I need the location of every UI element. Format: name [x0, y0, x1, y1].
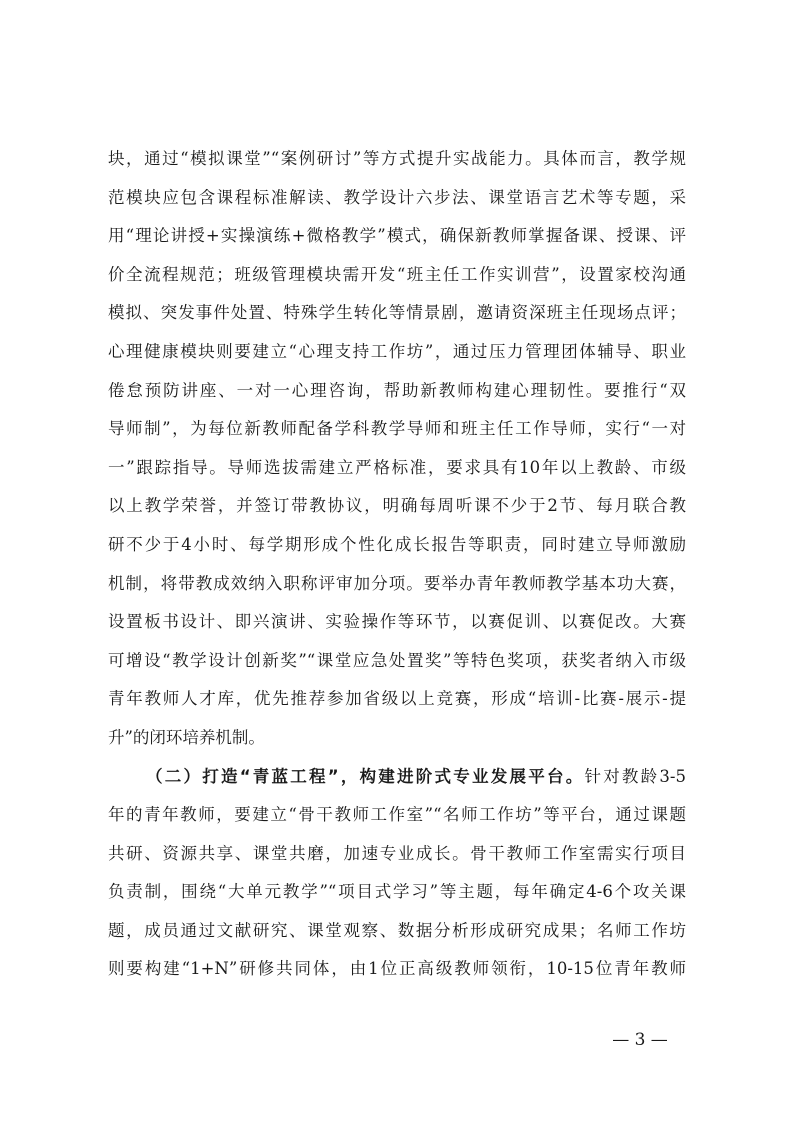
heading-continuation: 针对教龄3-5 — [584, 766, 686, 786]
page-number: — 3 — — [612, 1030, 668, 1050]
text-line: 一”跟踪指导。导师选拔需建立严格标准，要求具有10年以上教龄、市级 — [108, 457, 686, 477]
body-text — [108, 140, 686, 989]
text-line: 用“理论讲授+实操演练+微格教学”模式，确保新教师掌握备课、授课、评 — [108, 226, 686, 246]
section-heading: （二）打造“青蓝工程”，构建进阶式专业发展平台。 — [146, 766, 585, 786]
text-line: 年的青年教师，要建立“骨干教师工作室”“名师工作坊”等平台，通过课题 — [108, 805, 686, 825]
text-line: 题，成员通过文献研究、课堂观察、数据分析形成研究成果；名师工作坊 — [108, 920, 686, 940]
text-line: 块，通过“模拟课堂”“案例研讨”等方式提升实战能力。具体而言，教学规 — [108, 149, 686, 168]
text-line: 可增设“教学设计创新奖”“课堂应急处置奖”等特色奖项，获奖者纳入市级 — [108, 650, 686, 670]
paragraph-2 — [108, 758, 686, 990]
text-line: 导师制”，为每位新教师配备学科教学导师和班主任工作导师，实行“一对 — [108, 419, 686, 439]
text-line: 机制，将带教成效纳入职称评审加分项。要举办青年教师教学基本功大赛， — [108, 573, 686, 593]
text-line: 倦怠预防讲座、一对一心理咨询，帮助新教师构建心理韧性。要推行“双 — [108, 380, 686, 400]
paragraph-first-line — [108, 758, 686, 797]
text-line: 共研、资源共享、课堂共磨，加速专业成长。骨干教师工作室需实行项目 — [108, 843, 686, 863]
text-line: 心理健康模块则要建立“心理支持工作坊”，通过压力管理团体辅导、职业 — [108, 341, 686, 361]
text-line: 范模块应包含课程标准解读、教学设计六步法、课堂语言艺术等专题，采 — [108, 187, 686, 207]
paragraph-1 — [108, 140, 686, 758]
text-line: 升”的闭环培养机制。 — [108, 727, 265, 747]
text-line: 负责制，围绕“大单元教学”“项目式学习”等主题，每年确定4-6个攻关课 — [108, 882, 686, 902]
text-line: 青年教师人才库，优先推荐参加省级以上竞赛，形成“培训-比赛-展示-提 — [108, 689, 686, 709]
text-line: 研不少于4小时、每学期形成个性化成长报告等职责，同时建立导师激励 — [108, 534, 686, 554]
text-line: 以上教学荣誉，并签订带教协议，明确每周听课不少于2节、每月联合教 — [108, 496, 686, 516]
text-line: 则要构建“1+N”研修共同体，由1位正高级教师领衔，10-15位青年教师 — [108, 959, 686, 979]
text-line: 设置板书设计、即兴演讲、实验操作等环节，以赛促训、以赛促改。大赛 — [108, 612, 686, 632]
text-line: 价全流程规范；班级管理模块需开发“班主任工作实训营”，设置家校沟通 — [108, 264, 686, 284]
text-line: 模拟、突发事件处置、特殊学生转化等情景剧，邀请资深班主任现场点评； — [108, 303, 686, 323]
